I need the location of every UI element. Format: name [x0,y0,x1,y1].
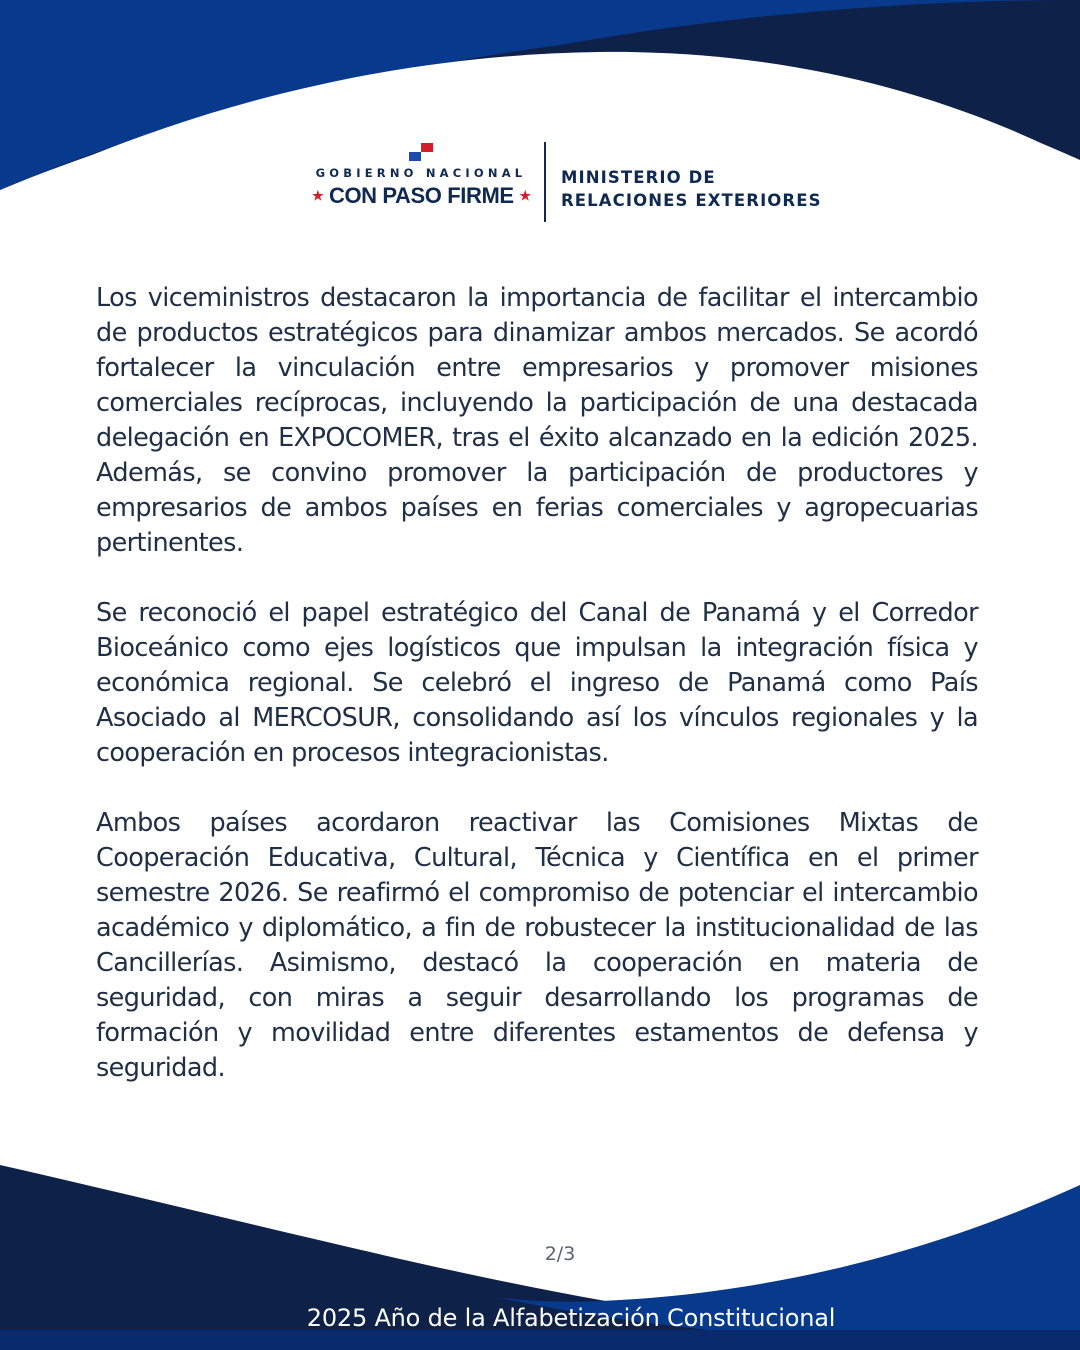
ministry-line-2: RELACIONES EXTERIORES [561,191,822,210]
government-logo [0,140,1080,230]
red-star-icon: ★ [312,188,324,203]
paragraph-1: Los viceministros destacaron la importancia de facilitar el intercambio de productos estratégicos para dinamizar ambos mercados. Se acordó fortalecer la vinculación entre empresarios y promover misiones comerciales recíprocas, incluyendo la participación de una destacada delegación en EXPOCOMER, tras el éxito alcanzado en la edición 2025. Además, se convino promover la participación de productores y empresarios de ambos países en ferias comerciales y agropecuarias pertinentes. [96,283,978,558]
paragraph-2: Se reconoció el papel estratégico del Canal de Panamá y el Corredor Bioceánico como ejes logísticos que impulsan la integración física y económica regional. Se celebró el ingreso de Panamá como País Asociado al MERCOSUR, consolidando así los vínculos regionales y la cooperación en procesos integracionistas. [96,598,978,768]
ministry-line-1: MINISTERIO DE [561,168,716,187]
panama-flag-icon [409,143,433,161]
bottom-wave-base [0,1330,1080,1350]
paragraph-3: Ambos países acordaron reactivar las Comisiones Mixtas de Cooperación Educativa, Cultural, Técnica y Científica en el primer semestre 2026. Se reafirmó el compromiso de potenciar el intercambio académico y diplomático, a fin de robustecer la institucionalidad de las Cancillerías. Asimismo, destacó la cooperación en materia de seguridad, con miras a seguir desarrollando los programas de formación y movilidad entre diferentes estamentos de defensa y seguridad. [96,808,978,1083]
body-text [96,281,978,1121]
ministry-wordmark [561,166,822,212]
red-star-icon: ★ [519,188,531,203]
logo-divider [544,142,546,222]
motto-line [312,183,530,209]
footer-slogan: 2025 Año de la Alfabetización Constitucional [306,1304,836,1332]
government-line: GOBIERNO NACIONAL [315,166,527,180]
government-wordmark [312,166,530,209]
motto-text: CON PASO FIRME [328,183,514,208]
page-indicator: 2/3 [544,1243,576,1265]
